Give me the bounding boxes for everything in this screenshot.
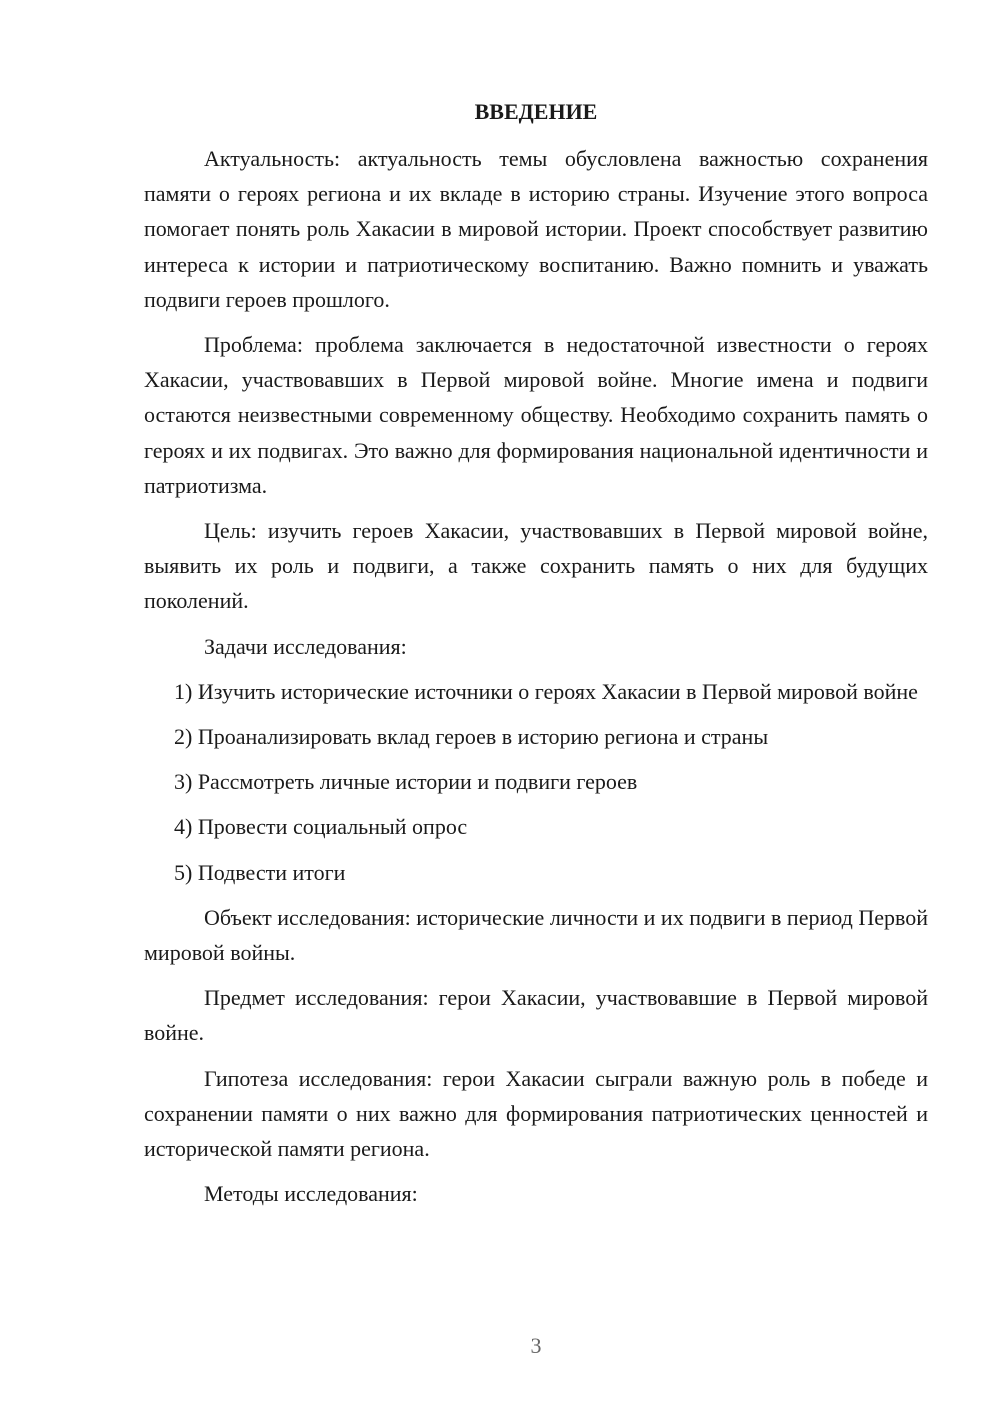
task-item-1: 1) Изучить исторические источники о героях Хакасии в Первой мировой войне: [174, 678, 918, 704]
paragraph-goal: Цель: изучить героев Хакасии, участвовавших в Первой мировой войне, выявить их роль и подвиги, а также сохранить память о них для будущих поколений.: [144, 518, 928, 614]
paragraph-tasks-heading: Задачи исследования:: [204, 633, 407, 659]
task-item-2: 2) Проанализировать вклад героев в историю региона и страны: [174, 724, 769, 750]
task-item-4: 4) Провести социальный опрос: [174, 814, 468, 840]
paragraph-hypothesis: Гипотеза исследования: герои Хакасии сыграли важную роль в победе и сохранении памяти о них важно для формирования патриотических ценностей и исторической памяти региона.: [144, 1065, 928, 1162]
paragraph-subject: Предмет исследования: герои Хакасии, участвовавшие в Первой мировой войне.: [144, 985, 928, 1046]
task-item-5: 5) Подвести итоги: [174, 859, 346, 885]
paragraph-object: Объект исследования: исторические личности и их подвиги в период Первой мировой войны.: [144, 904, 928, 966]
page-number: 3: [530, 1333, 542, 1358]
paragraph-methods: Методы исследования:: [204, 1181, 418, 1207]
page-content: [144, 94, 928, 1221]
paragraph-relevance: Актуальность: актуальность темы обусловлена важностью сохранения памяти о героях региона и их вкладе в историю страны. Изучение этого вопроса помогает понять роль Хакасии в мировой истории. Проект способствует развитию интереса к истории и патриотическому воспитанию. Важно помнить и уважать подвиги героев прошлого.: [144, 146, 928, 312]
paragraph-problem: Проблема: проблема заключается в недостаточной известности о героях Хакасии, участвовавших в Первой мировой войне. Многие имена и подвиги остаются неизвестными современному обществу. Необходимо сохранить память о героях и их подвигах. Это важно для формирования национальной идентичности и патриотизма.: [144, 332, 928, 498]
section-title: ВВЕДЕНИЕ: [474, 99, 598, 124]
task-item-3: 3) Рассмотреть личные истории и подвиги героев: [174, 769, 638, 795]
